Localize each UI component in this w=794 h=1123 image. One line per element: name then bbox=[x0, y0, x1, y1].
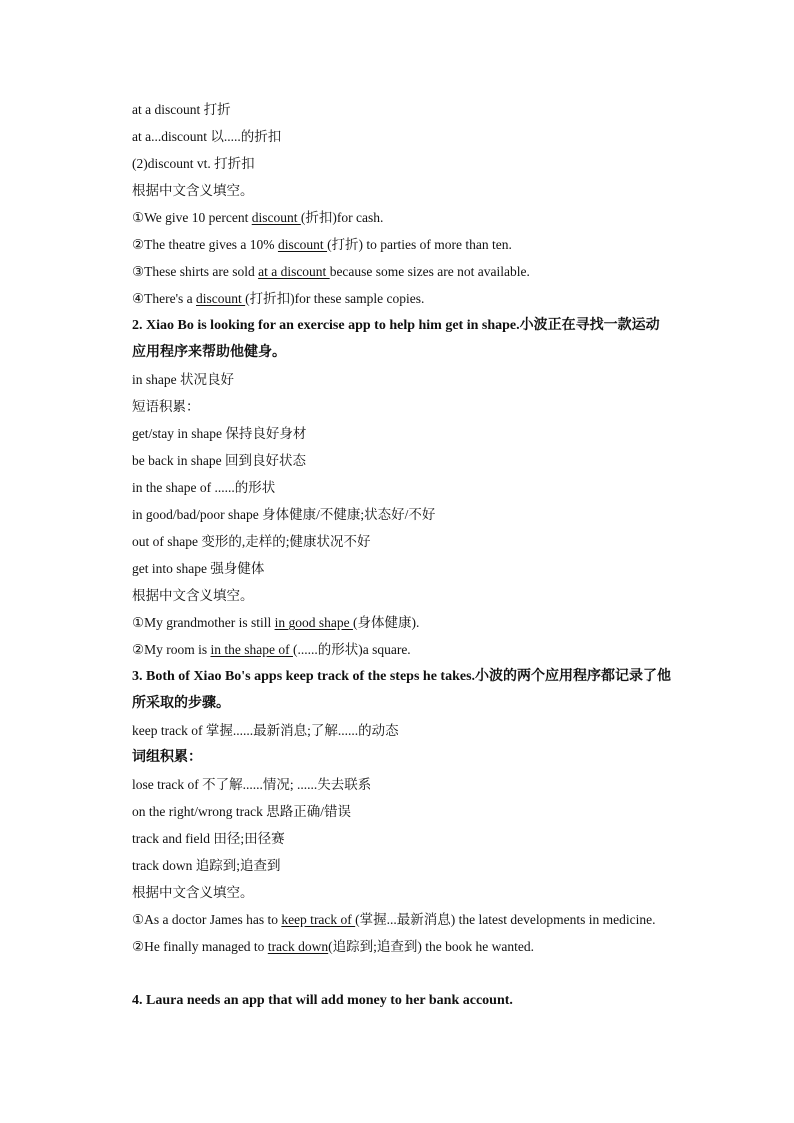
text-line: 根据中文含义填空。 bbox=[132, 885, 254, 900]
text-line: track and field 田径;田径赛 bbox=[132, 831, 285, 846]
phrase-header: 词组积累： bbox=[132, 750, 202, 765]
exercise-suffix: (......的形状)a square. bbox=[292, 642, 411, 657]
exercise-suffix: (追踪到;追查到) the book he wanted. bbox=[328, 939, 535, 954]
blank-line bbox=[132, 960, 672, 987]
exercise-prefix: ③These shirts are sold bbox=[132, 264, 259, 279]
exercise-answer: in the shape of bbox=[210, 642, 293, 657]
document-page bbox=[132, 96, 672, 1014]
exercise-prefix: ②The theatre gives a 10% bbox=[132, 237, 278, 252]
exercise-suffix: because some sizes are not available. bbox=[329, 264, 530, 279]
fill-blank-exercise bbox=[132, 285, 672, 312]
section-heading: 2. Xiao Bo is looking for an exercise app to help him get in shape.小波正在寻找一款运动应用程序来帮助他健身。 bbox=[132, 318, 660, 360]
text-line: (2)discount vt. 打折扣 bbox=[132, 156, 255, 171]
text-line: out of shape 变形的,走样的;健康状况不好 bbox=[132, 534, 371, 549]
exercise-answer: at a discount bbox=[258, 264, 330, 279]
fill-blank-exercise bbox=[132, 636, 672, 663]
exercise-answer: discount bbox=[251, 210, 301, 225]
exercise-prefix: ②My room is bbox=[132, 642, 211, 657]
exercise-answer: discount bbox=[196, 291, 246, 306]
text-line: lose track of 不了解......情况; ......失去联系 bbox=[132, 777, 372, 792]
text-line: track down 追踪到;追查到 bbox=[132, 858, 281, 873]
exercise-suffix: (掌握...最新消息) the latest developments in medicine. bbox=[355, 912, 656, 927]
text-line: on the right/wrong track 思路正确/错误 bbox=[132, 804, 351, 819]
fill-blank-exercise bbox=[132, 204, 672, 231]
text-line: keep track of 掌握......最新消息;了解......的动态 bbox=[132, 723, 399, 738]
exercise-suffix: (身体健康). bbox=[352, 615, 420, 630]
text-line: 根据中文含义填空。 bbox=[132, 588, 254, 603]
exercise-suffix: (打折扣)for these sample copies. bbox=[245, 291, 425, 306]
text-line: get into shape 强身健体 bbox=[132, 561, 265, 576]
fill-blank-exercise bbox=[132, 906, 672, 933]
text-line: at a...discount 以.....的折扣 bbox=[132, 129, 282, 144]
exercise-prefix: ①As a doctor James has to bbox=[132, 912, 282, 927]
exercise-answer: in good shape bbox=[274, 615, 353, 630]
exercise-answer: discount bbox=[277, 237, 328, 252]
text-line: in shape 状况良好 bbox=[132, 372, 234, 387]
text-line: in the shape of ......的形状 bbox=[132, 480, 276, 495]
exercise-prefix: ①My grandmother is still bbox=[132, 615, 275, 630]
fill-blank-exercise bbox=[132, 609, 672, 636]
fill-blank-exercise bbox=[132, 231, 672, 258]
exercise-suffix: (折扣)for cash. bbox=[300, 210, 384, 225]
fill-blank-exercise bbox=[132, 258, 672, 285]
text-line: 短语积累： bbox=[132, 399, 200, 414]
exercise-prefix: ②He finally managed to bbox=[132, 939, 268, 954]
text-line: at a discount 打折 bbox=[132, 102, 231, 117]
text-line: in good/bad/poor shape 身体健康/不健康;状态好/不好 bbox=[132, 507, 436, 522]
exercise-answer: keep track of bbox=[281, 912, 356, 927]
text-line: be back in shape 回到良好状态 bbox=[132, 453, 306, 468]
fill-blank-exercise bbox=[132, 933, 672, 960]
exercise-answer: track down bbox=[267, 939, 329, 954]
section-heading: 4. Laura needs an app that will add money to her bank account. bbox=[132, 993, 513, 1008]
text-line: get/stay in shape 保持良好身材 bbox=[132, 426, 307, 441]
exercise-suffix: (打折) to parties of more than ten. bbox=[327, 237, 512, 252]
exercise-prefix: ④There's a bbox=[132, 291, 197, 306]
exercise-prefix: ①We give 10 percent bbox=[132, 210, 252, 225]
text-line: 根据中文含义填空。 bbox=[132, 183, 254, 198]
section-heading: 3. Both of Xiao Bo's apps keep track of the steps he takes.小波的两个应用程序都记录了他所采取的步骤。 bbox=[132, 669, 672, 711]
